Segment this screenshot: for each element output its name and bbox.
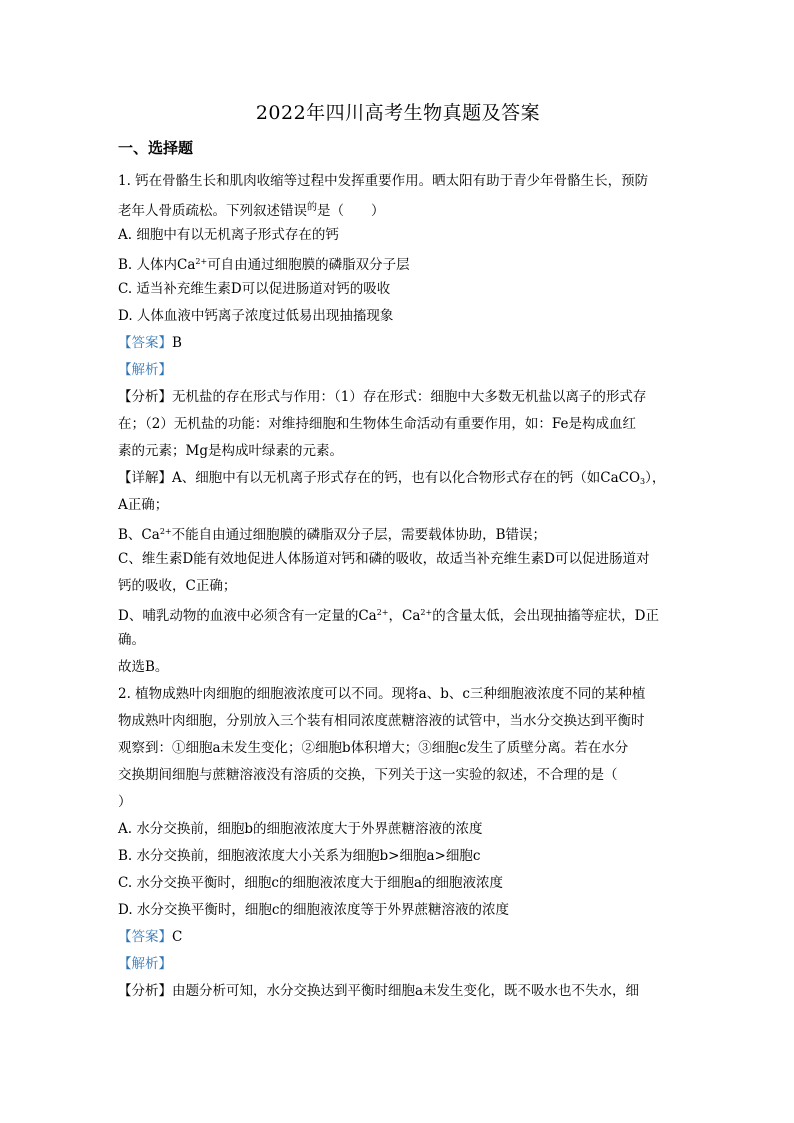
- q1-xiangjie-line7: 确。: [118, 632, 145, 648]
- q2-option-d: D. 水分交换平衡时，细胞c的细胞液浓度等于外界蔗糖溶液的浓度: [118, 902, 509, 918]
- q1-option-d: D. 人体血液中钙离子浓度过低易出现抽搐现象: [118, 308, 394, 324]
- q1-stem-bracket: 是（ ）: [317, 203, 385, 219]
- xj-text-post: ），: [645, 470, 666, 486]
- xj6-sup1: 2+: [376, 608, 389, 617]
- q2-stem-line3: 观察到：①细胞a未发生变化；②细胞b体积增大；③细胞c发生了质壁分离。若在水分: [118, 740, 629, 756]
- q1-option-b: [118, 253, 410, 274]
- q2-option-a: A. 水分交换前，细胞b的细胞液浓度大于外界蔗糖溶液的浓度: [118, 821, 483, 837]
- fenxi-label: 【分析】: [118, 983, 172, 999]
- xj-text: A、细胞中有以无机离子形式存在的钙，也有以化合物形式存在的钙（如CaCO: [172, 470, 641, 486]
- fenxi-text: 由题分析可知，水分交换达到平衡时细胞a未发生变化，既不吸水也不失水，细: [172, 983, 640, 999]
- q1-option-b-post: 可自由通过细胞膜的磷脂双分子层: [207, 257, 410, 273]
- q1-xiangjie-line2: A正确；: [118, 497, 169, 513]
- q1-option-b-sup: 2+: [195, 257, 208, 266]
- xj3-post: 不能自由通过细胞膜的磷脂双分子层，需要载体协助，B错误；: [171, 527, 547, 543]
- xj6-c: 的含量太低，会出现抽搐等症状，D正: [432, 608, 660, 624]
- q2-stem-line1: 2. 植物成熟叶肉细胞的细胞液浓度可以不同。现将a、b、c三种细胞液浓度不同的某种植: [118, 686, 646, 702]
- q1-analysis-label: 【解析】: [118, 362, 172, 378]
- q1-conclusion: 故选B。: [118, 659, 169, 675]
- xj-sub: 3: [640, 477, 646, 486]
- answer-label: 【答案】: [118, 929, 172, 945]
- xj3-sup: 2+: [159, 527, 172, 536]
- fenxi-text: 无机盐的存在形式与作用：（1）存在形式：细胞中大多数无机盐以离子的形式存: [172, 389, 647, 405]
- q1-stem-line2: [118, 199, 385, 220]
- q2-answer: [118, 928, 182, 946]
- q2-stem-line4: 交换期间细胞与蔗糖溶液没有溶质的交换，下列关于这一实验的叙述，不合理的是（: [118, 767, 618, 783]
- xj6-sup2: 2+: [420, 608, 433, 617]
- q2-stem-line2: 物成熟叶肉细胞，分别放入三个装有相同浓度蔗糖溶液的试管中，当水分交换达到平衡时: [118, 713, 645, 729]
- q2-option-c: C. 水分交换平衡时，细胞c的细胞液浓度大于细胞a的细胞液浓度: [118, 875, 504, 891]
- q1-xiangjie-line5: 钙的吸收，C正确；: [118, 578, 237, 594]
- section-heading: 一、选择题: [118, 139, 194, 157]
- q2-stem-line5: ）: [118, 794, 132, 810]
- q2-analysis-label: 【解析】: [118, 956, 172, 972]
- xj6-a: D、哺乳动物的血液中必须含有一定量的Ca: [118, 608, 377, 624]
- q1-xiangjie-line4: C、维生素D能有效地促进人体肠道对钙和磷的吸收，故适当补充维生素D可以促进肠道对: [118, 551, 650, 567]
- q1-stem-line1: 1. 钙在骨骼生长和肌肉收缩等过程中发挥重要作用。晒太阳有助于青少年骨骼生长，预防: [118, 173, 649, 189]
- q1-xiangjie-line6: [118, 604, 659, 625]
- q1-option-a: A. 细胞中有以无机离子形式存在的钙: [118, 227, 339, 243]
- xiangjie-label: 【详解】: [118, 470, 172, 486]
- q2-option-b: B. 水分交换前，细胞液浓度大小关系为细胞b>细胞a>细胞c: [118, 848, 481, 864]
- q1-stem-de: 的: [307, 202, 317, 213]
- xj6-b: ，Ca: [388, 608, 421, 624]
- q1-stem-text: 老年人骨质疏松。下列叙述错误: [118, 203, 307, 219]
- q2-fenxi-line1: [118, 982, 639, 1000]
- xj3-pre: B、Ca: [118, 527, 160, 543]
- q1-xiangjie-line1: [118, 469, 665, 491]
- answer-value: B: [172, 335, 182, 351]
- answer-label: 【答案】: [118, 335, 172, 351]
- q1-xiangjie-line3: [118, 523, 546, 544]
- q1-option-b-pre: B. 人体内Ca: [118, 257, 196, 273]
- q1-fenxi-line1: [118, 388, 646, 406]
- page-title: 2022年四川高考生物真题及答案: [255, 102, 541, 124]
- fenxi-label: 【分析】: [118, 389, 172, 405]
- q1-option-c: C. 适当补充维生素D可以促进肠道对钙的吸收: [118, 281, 391, 297]
- q1-fenxi-line2: 在；（2）无机盐的功能：对维持细胞和生物体生命活动有重要作用，如：Fe是构成血红: [118, 416, 636, 432]
- answer-value: C: [172, 929, 183, 945]
- q1-answer: [118, 334, 182, 352]
- q1-fenxi-line3: 素的元素；Mg是构成叶绿素的元素。: [118, 443, 343, 459]
